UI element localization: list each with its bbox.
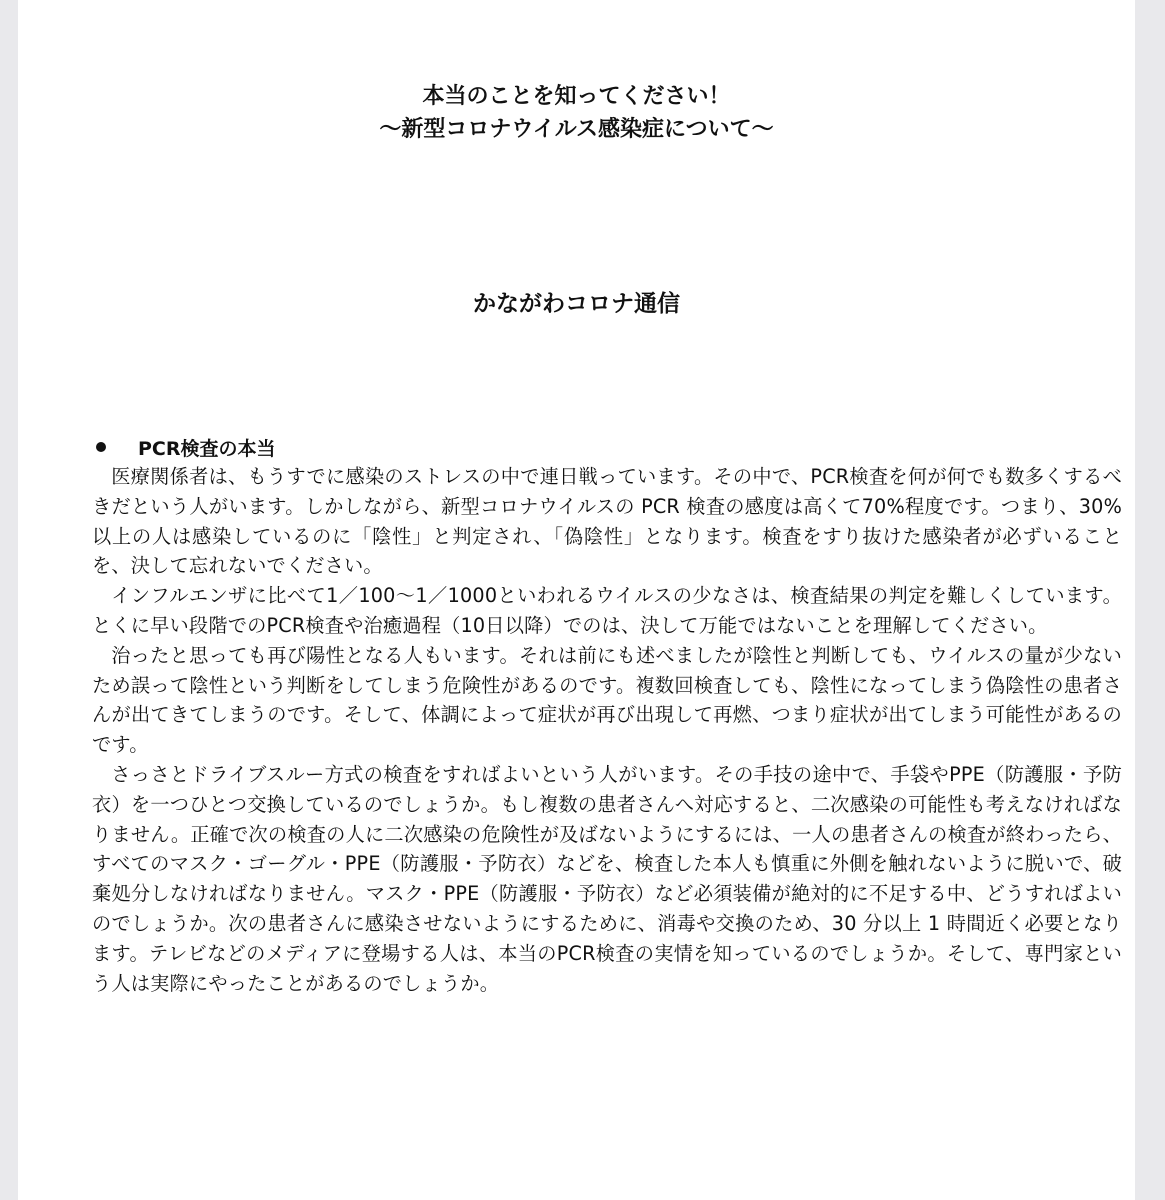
section-heading [92, 432, 1122, 462]
bullet-icon [96, 442, 106, 452]
pcr-section [92, 432, 1122, 998]
right-margin [1135, 0, 1165, 1200]
document-subtitle: かながわコロナ通信 [473, 291, 680, 317]
section-heading-text: PCR検査の本当 [138, 437, 276, 460]
paragraph-3: 治ったと思っても再び陽性となる人もいます。それは前にも述べましたが陰性と判断しても、ウイルスの量が少ないため誤って陰性という判断をしてしまう危険性があるのです。複数回検査しても、陰性になってしまう偽陰性の患者さんが出てきてしまうのです。そして、体調によって症状が再び出現して再燃、つまり症状が出てしまう可能性があるのです。 [92, 643, 1122, 757]
title-line-2: ～新型コロナウイルス感染症について～ [379, 117, 774, 142]
document-page [18, 0, 1135, 1200]
paragraph-4: さっさとドライブスルー方式の検査をすればよいという人がいます。その手技の途中で、手袋やPPE（防護服・予防衣）を一つひとつ交換しているのでしょうか。もし複数の患者さんへ対応すると、二次感染の可能性も考えなければなりません。正確で次の検査の人に二次感染の危険性が及ばないようにするには、一人の患者さんの検査が終わったら、すべてのマスク・ゴーグル・PPE（防護服・予防衣）などを、検査した本人も慎重に外側を触れないように脱いで、破棄処分しなければなりません。マスク・PPE（防護服・予防衣）など必須装備が絶対的に不足する中、どうすればよいのでしょうか。次の患者さんに感染させないようにするために、消毒や交換のため、30 分以上 1 時間近く必要となります。テレビなどのメディアに登場する人は、本当のPCR検査の実情を知っているのでしょうか。そして、専門家という人は実際にやったことがあるのでしょうか。 [92, 762, 1122, 995]
document-title [18, 80, 1135, 146]
left-margin [0, 0, 18, 1200]
title-line-1: 本当のことを知ってください！ [422, 84, 731, 109]
paragraph-2: インフルエンザに比べて1／100～1／1000といわれるウイルスの少なさは、検査結果の判定を難しくしています。とくに早い段階でのPCR検査や治癒過程（10日以降）でのは、決して万能ではないことを理解してください。 [92, 584, 1122, 637]
paragraph-1: 医療関係者は、もうすでに感染のストレスの中で連日戦っています。その中で、PCR検査を何が何でも数多くするべきだという人がいます。しかしながら、新型コロナウイルスの PCR 検査の感度は高くて70%程度です。つまり、30%以上の人は感染しているのに「陰性」と判定され、「偽陰性」となります。検査をすり抜けた感染者が必ずいることを、決して忘れないでください。 [92, 465, 1122, 578]
